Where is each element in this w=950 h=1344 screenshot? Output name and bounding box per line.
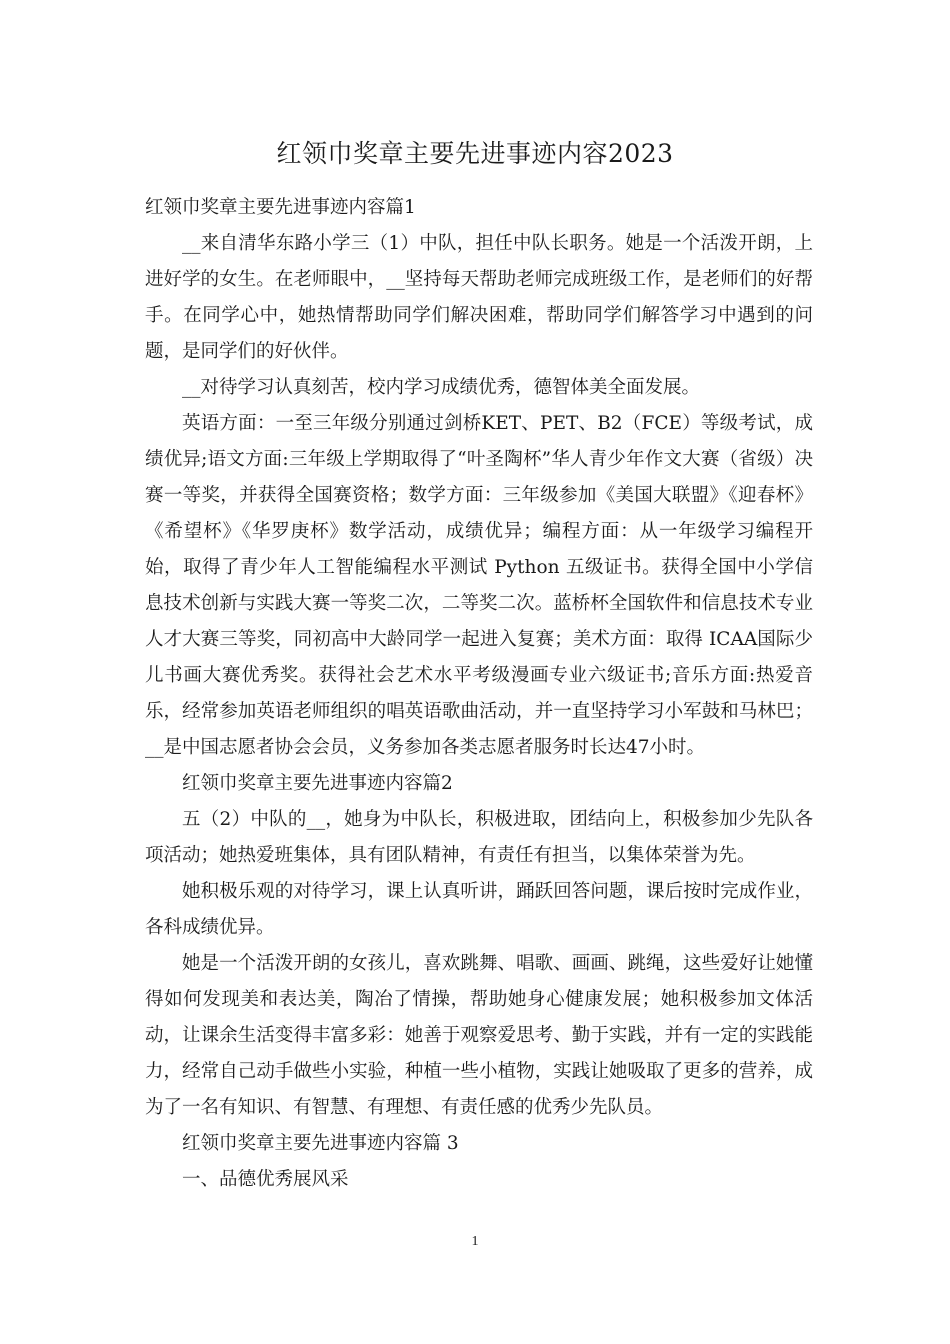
paragraph: __对待学习认真刻苦，校内学习成绩优秀，德智体美全面发展。 (182, 377, 701, 398)
subsection-heading: 一、品德优秀展风采 (182, 1169, 349, 1190)
paragraph: __来自清华东路小学三（1）中队，担任中队长职务。她是一个活泼开朗，上进好学的女生。在老师眼中，__坚持每天帮助老师完成班级工作，是老师们的好帮手。在同学心中，她热情帮助同学们解决困难，帮助同学们解答学习中遇到的问题，是同学们的好伙伴。 (145, 233, 813, 362)
paragraph: 她是一个活泼开朗的女孩儿，喜欢跳舞、唱歌、画画、跳绳，这些爱好让她懂得如何发现美和表达美，陶冶了情操，帮助她身心健康发展；她积极参加文体活动，让课余生活变得丰富多彩：她善于观察爱思考、勤于实践，并有一定的实践能力，经常自己动手做些小实验，种植一些小植物，实践让她吸取了更多的营养，成为了一名有知识、有智慧、有理想、有责任感的优秀少先队员。 (145, 953, 813, 1118)
paragraph: 五（2）中队的__，她身为中队长，积极进取，团结向上，积极参加少先队各项活动；她热爱班集体，具有团队精神，有责任有担当，以集体荣誉为先。 (145, 809, 813, 866)
document-body (145, 190, 813, 1198)
paragraph: 她积极乐观的对待学习，课上认真听讲，踊跃回答问题，课后按时完成作业，各科成绩优异。 (145, 881, 813, 938)
page-number: 1 (471, 1234, 479, 1249)
section-heading-3: 红领巾奖章主要先进事迹内容篇 3 (182, 1133, 459, 1154)
section-heading-2: 红领巾奖章主要先进事迹内容篇2 (182, 773, 453, 794)
section-heading-1: 红领巾奖章主要先进事迹内容篇1 (145, 197, 416, 218)
paragraph: 英语方面：一至三年级分别通过剑桥KET、PET、B2（FCE）等级考试，成绩优异;语文方面:三年级上学期取得了“叶圣陶杯”华人青少年作文大赛（省级）决赛一等奖，并获得全国赛资格；数学方面：三年级参加《美国大联盟》《迎春杯》《希望杯》《华罗庚杯》数学活动，成绩优异；编程方面：从一年级学习编程开始，取得了青少年人工智能编程水平测试 Python 五级证书。获得全国中小学信息技术创新与实践大赛一等奖二次，二等奖二次。蓝桥杯全国软件和信息技术专业人才大赛三等奖，同初高中大龄同学一起进入复赛；美术方面：取得 ICAA国际少儿书画大赛优秀奖。获得社会艺术水平考级漫画专业六级证书;音乐方面:热爱音乐，经常参加英语老师组织的唱英语歌曲活动，并一直坚持学习小军鼓和马林巴；__是中国志愿者协会会员，义务参加各类志愿者服务时长达47小时。 (145, 413, 813, 758)
document-title: 红领巾奖章主要先进事迹内容2023 (276, 139, 674, 168)
